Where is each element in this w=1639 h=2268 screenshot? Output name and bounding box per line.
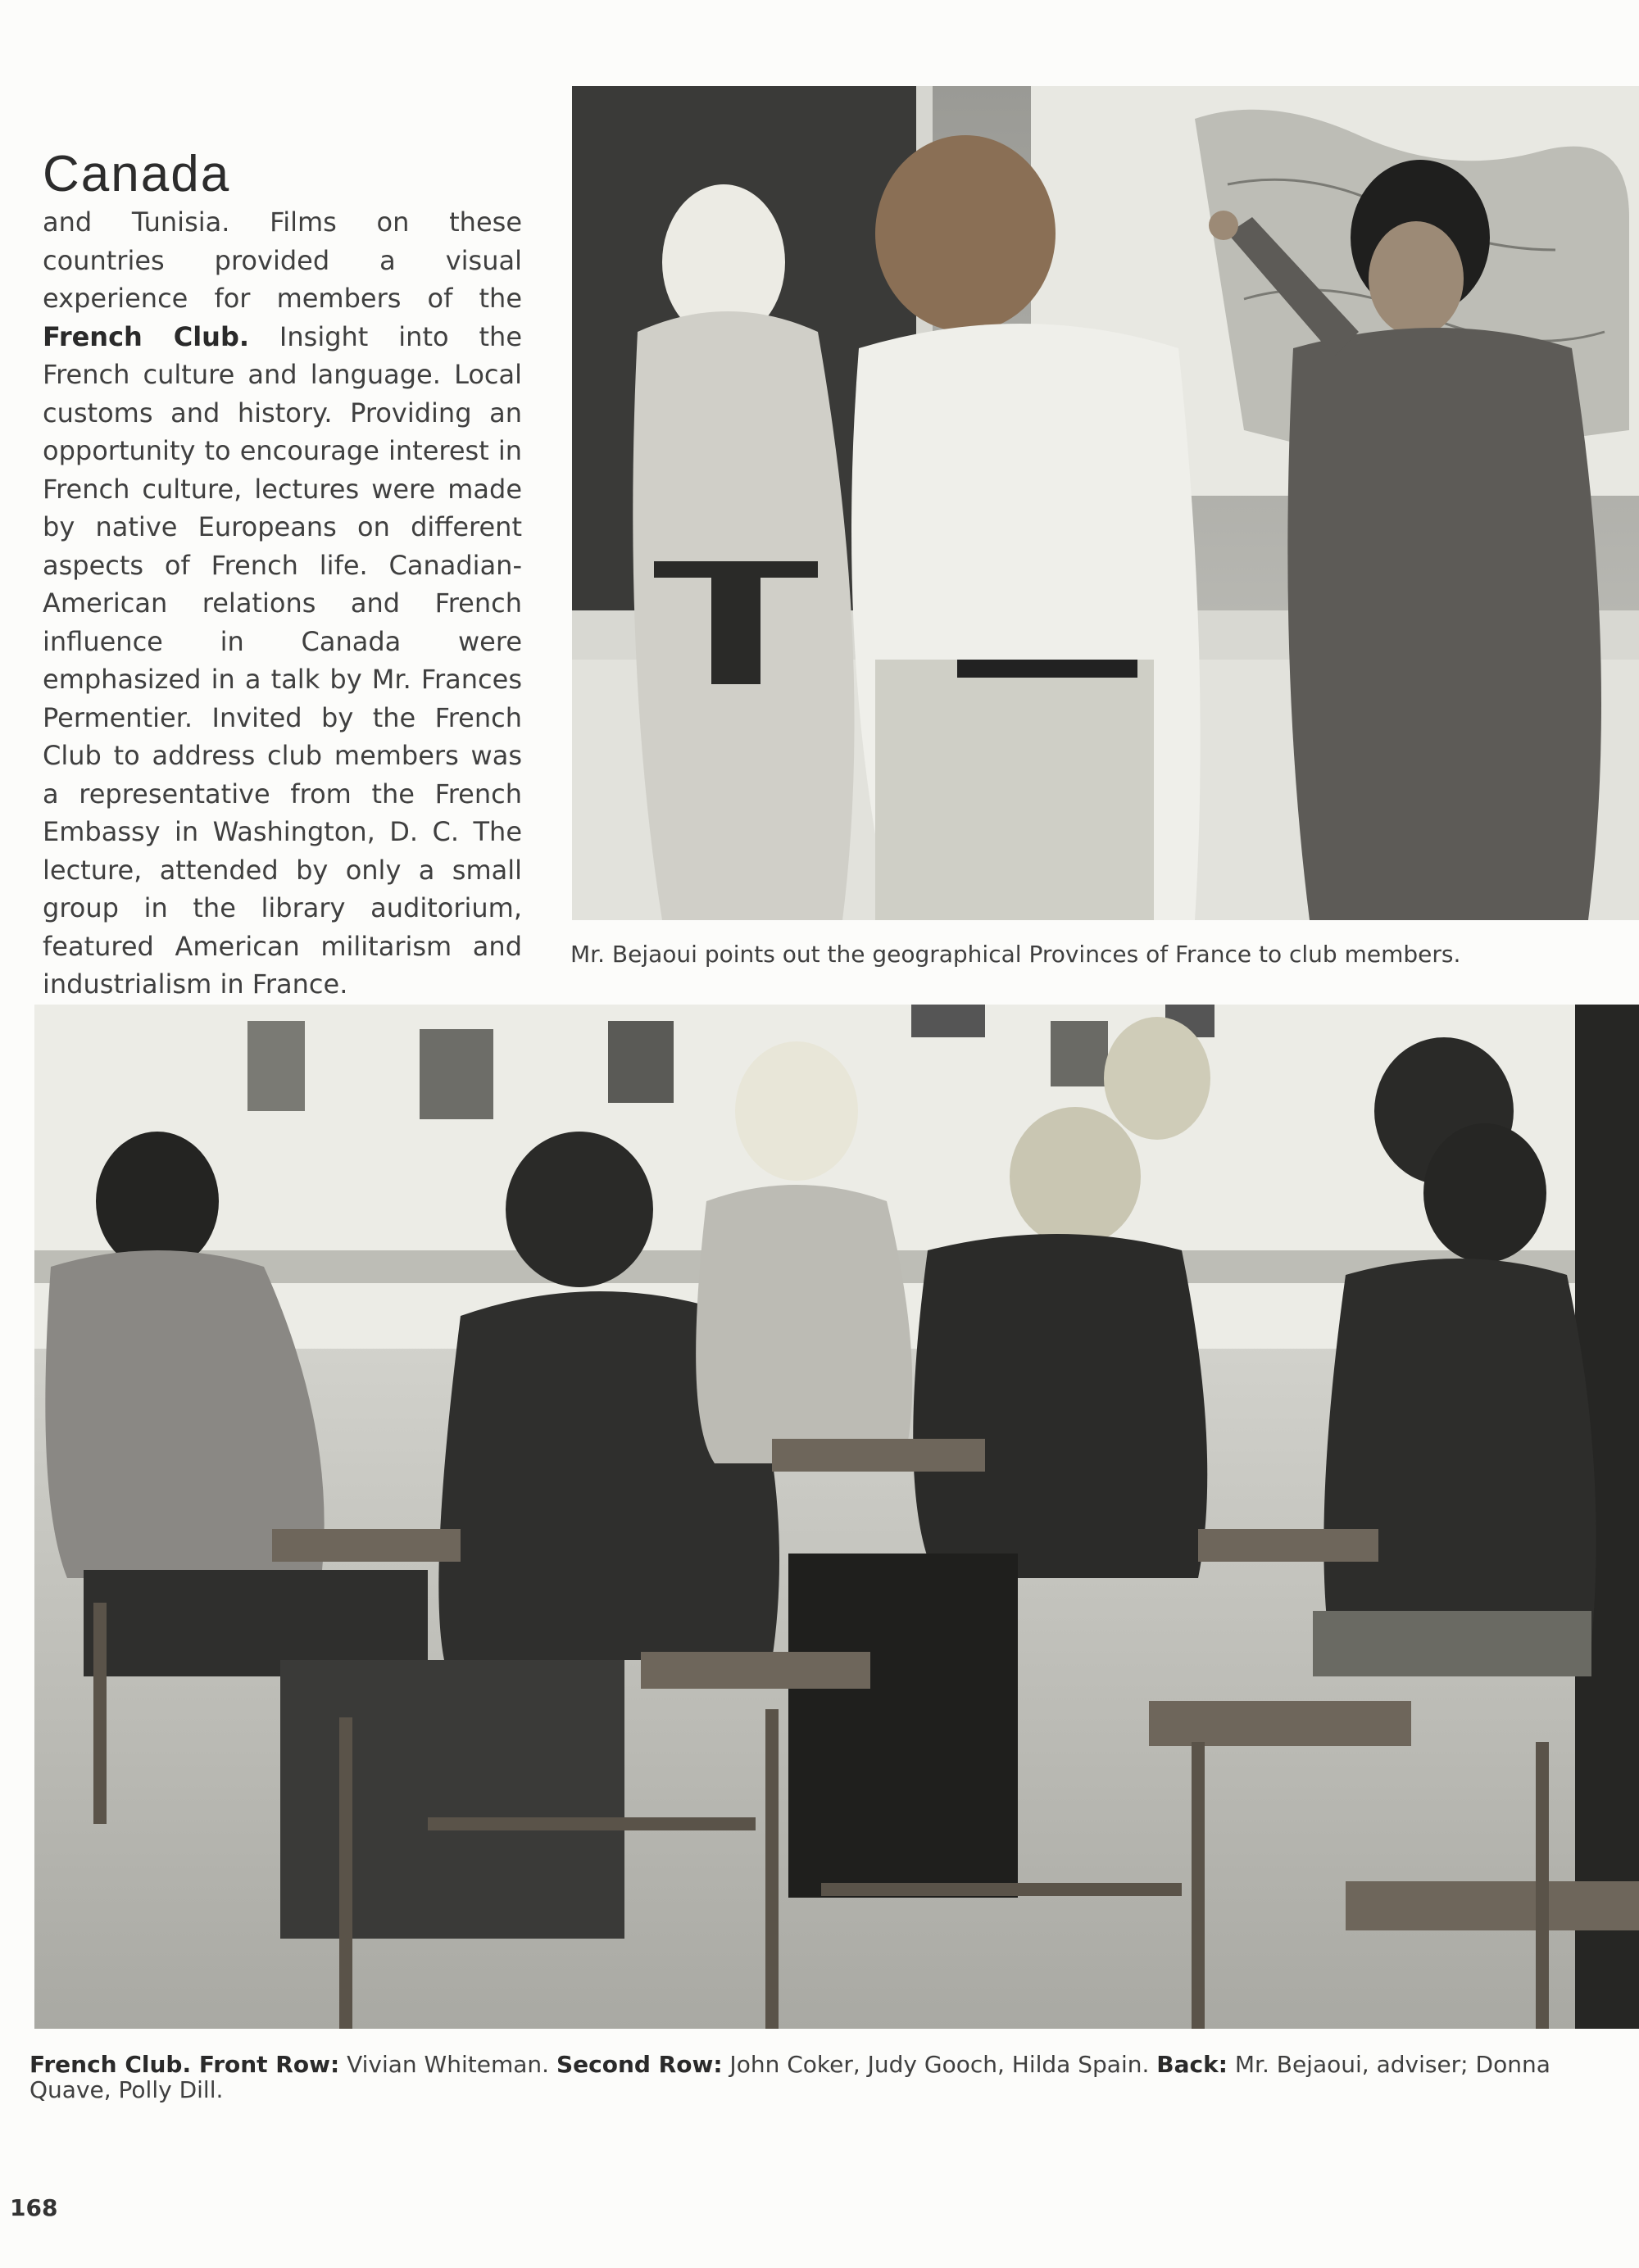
caption-label-front-row: French Club. Front Row:	[30, 2051, 340, 2078]
photo-map-lesson-caption: Mr. Bejaoui points out the geographical Provinces of France to club members.	[570, 941, 1461, 968]
page-number: 168	[10, 2194, 58, 2221]
caption-names-second-row: John Coker, Judy Gooch, Hilda Spain.	[722, 2051, 1157, 2078]
body-segment-1: and Tunisia. Films on these countries provided a visual experience for members of the	[43, 206, 522, 314]
caption-label-back: Back:	[1156, 2051, 1228, 2078]
photo-french-club-group	[34, 1005, 1639, 2029]
caption-names-front-row: Vivian Whiteman.	[339, 2051, 556, 2078]
body-segment-2-bold: French Club.	[43, 320, 250, 352]
caption-label-second-row: Second Row:	[556, 2051, 723, 2078]
photo-french-club-group-image	[34, 1005, 1639, 2029]
caption-names-back: Mr. Bejaoui, adviser; Donna Quave, Polly Dill.	[30, 2051, 1550, 2103]
photo-map-lesson-image	[572, 86, 1639, 920]
photo-french-club-group-caption	[30, 2052, 1611, 2102]
body-segment-3: Insight into the French culture and language. Local customs and history. Providing an opportunity to encourage interest in French culture, lectures were made by native Europeans on different aspects of French life. Canadian-American relations and French influence in Canada were emphasized in a talk by Mr. Frances Permentier. Invited by the French Club to address club members was a representative from the French Embassy in Washington, D. C. The lecture, attended by only a small group in the library auditorium, featured American militarism and industrialism in France.	[43, 320, 523, 1000]
photo-map-lesson	[572, 86, 1639, 920]
article-heading: Canada	[43, 146, 231, 202]
article-body	[43, 203, 522, 1004]
